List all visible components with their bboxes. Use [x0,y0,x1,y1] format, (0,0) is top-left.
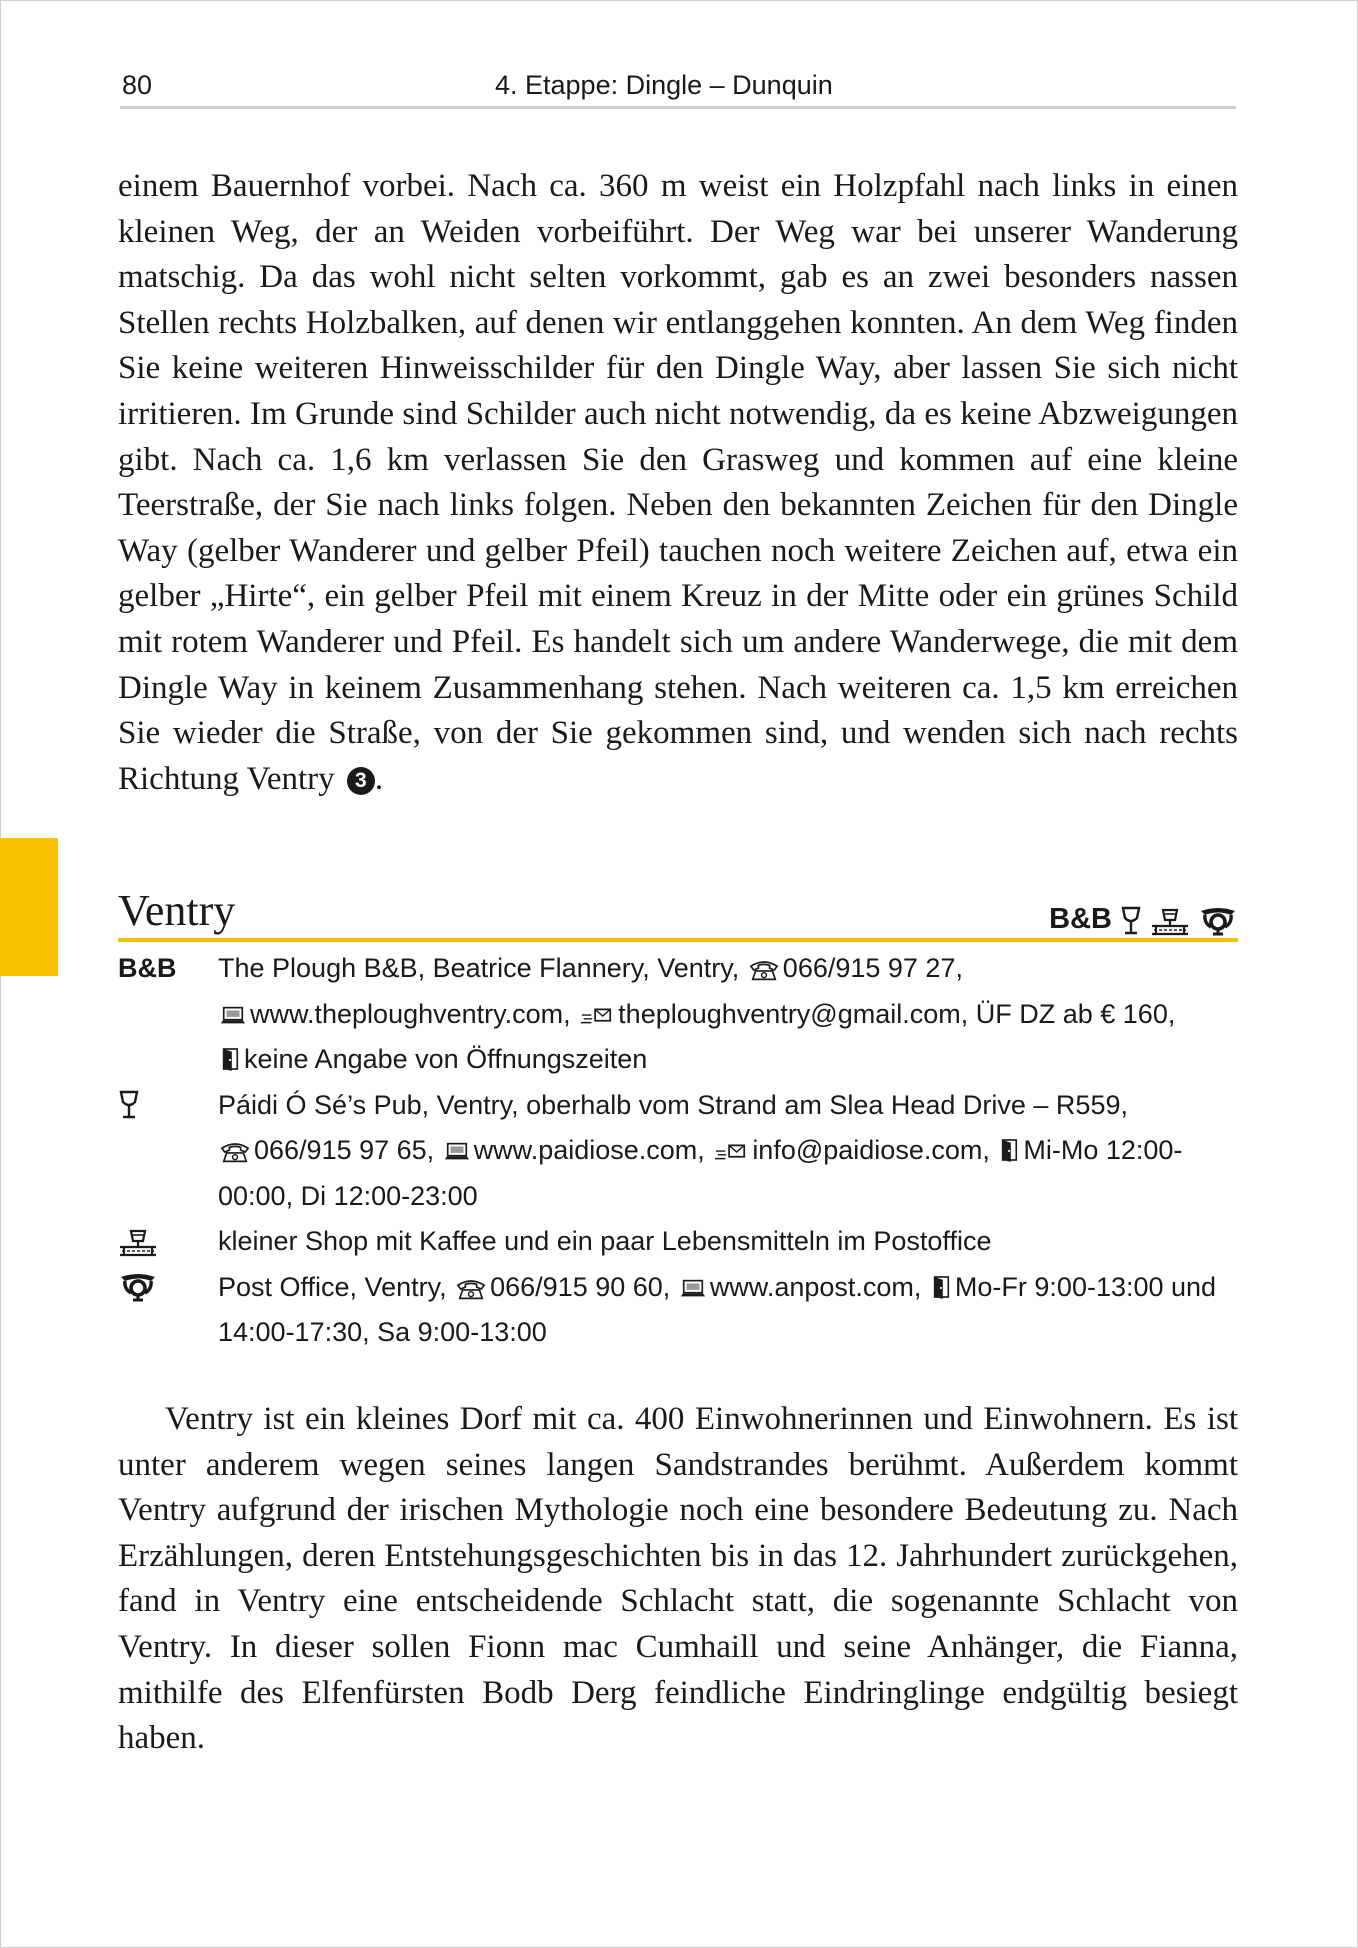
entry-line [218,992,1238,1038]
running-title: 4. Etappe: Dingle – Dunquin [495,70,833,100]
entry-shop [118,1219,1238,1265]
entry-line [218,1174,1238,1220]
entry-text: The Plough B&B, Beatrice Flannery, Ventry, [218,953,740,983]
phone-number: 066/915 97 65, [254,1135,435,1165]
phone-icon [220,1141,250,1163]
paragraph-route-description [118,164,1238,802]
website-link[interactable]: www.paidiose.com, [473,1135,705,1165]
computer-icon [220,1005,246,1027]
email-link[interactable]: theploughventry@gmail.com, ÜF DZ ab € 160, [618,998,1176,1029]
entry-line [218,1083,1238,1129]
opening-hours-cont: 14:00-17:30, Sa 9:00-13:00 [218,1317,547,1347]
post-icon [1198,906,1238,936]
bb-label: B&B [1049,903,1112,935]
entry-text: Post Office, Ventry, [218,1271,447,1302]
entry-line [218,1128,1238,1174]
page-number: 80 [122,70,153,100]
mail-icon [714,1141,748,1163]
entry-key-pub [118,1083,208,1129]
opening-hours: keine Angabe von Öffnungszeiten [244,1044,648,1074]
pub-icon [1120,906,1142,936]
phone-number: 066/915 90 60, [490,1271,671,1302]
page-header [120,66,1236,109]
entry-key-bb: B&B [118,953,177,983]
opening-hours: Mo-Fr 9:00-13:00 und [954,1271,1217,1302]
website-link[interactable]: www.theploughventry.com, [250,998,571,1029]
section-heading [118,884,1238,942]
phone-icon [749,959,779,981]
phone-number: 066/915 97 27, [782,953,963,983]
opening-hours: Mi-Mo 12:00- [1023,1135,1183,1165]
amenity-icons [1049,896,1238,936]
paragraph-end-punct: . [374,760,384,797]
entry-line [218,1219,1238,1265]
waypoint-marker: 3 [347,767,375,795]
shop-icon [118,1227,158,1257]
entry-text: kleiner Shop mit Kaffee und ein paar Lebensmitteln im Postoffice [218,1226,992,1256]
opening-hours-cont: 00:00, Di 12:00-23:00 [218,1180,478,1211]
shop-icon [1150,906,1190,936]
computer-icon [680,1278,706,1300]
phone-icon [456,1278,486,1300]
entry-text: Páidi Ó Sé’s Pub, Ventry, oberhalb vom Strand am Slea Head Drive – R559, [218,1089,1128,1120]
website-link[interactable]: www.anpost.com, [709,1271,922,1302]
entry-line [218,1037,1238,1083]
email-link[interactable]: info@paidiose.com, [752,1135,990,1165]
amenity-list [118,946,1238,1356]
entry-line [218,946,1238,992]
entry-post [118,1265,1238,1356]
chapter-thumb-tab [0,838,58,976]
paragraph-ventry [118,1397,1238,1762]
entry-key-shop [118,1219,208,1265]
pub-icon [118,1090,140,1120]
paragraph-text: einem Bauernhof vorbei. Nach ca. 360 m weist ein Holzpfahl nach links in einen kleinen Weg, der an Weiden vorbeiführt. Der Weg war bei unserer Wanderung matschig. Da das wohl nicht selten vorkommt, gab es an zwei besonders nassen Stellen rechts Holzbalken, auf denen wir entlanggehen konnten. An dem Weg finden Sie keine weiteren Hinweisschilder für den Dingle Way, aber lassen Sie sich nicht irritieren. Im Grunde sind Schilder auch nicht notwendig, da es keine Abzweigungen gibt. Nach ca. 1,6 km verlassen Sie den Grasweg und kommen auf eine kleine Teerstraße, der Sie nach links folgen. Neben den bekannten Zeichen für den Dingle Way (gelber Wanderer und gelber Pfeil) tauchen noch weitere Zeichen auf, etwa ein gelber „Hirte“, ein gelber Pfeil mit einem Kreuz in der Mitte oder ein grünes Schild mit rotem Wanderer und Pfeil. Es handelt sich um andere Wanderwege, die mit dem Dingle Way in keinem Zusammenhang stehen. Nach weiteren ca. 1,5 km erreichen Sie wieder die Straße, von der Sie gekommen sind, und wenden sich nach rechts Richtung Ventry [118,168,1238,797]
entry-key-post [118,1265,208,1311]
mail-icon [580,1005,614,1027]
door-icon [931,1274,951,1300]
entry-pub [118,1083,1238,1220]
section-title: Ventry [118,886,236,935]
entry-bb [118,946,1238,1083]
door-icon [999,1137,1019,1163]
computer-icon [444,1141,470,1163]
post-icon [118,1272,158,1302]
paragraph-text: Ventry ist ein kleines Dorf mit ca. 400 Einwohnerinnen und Einwohnern. Es ist unter anderem wegen seines langen Sandstrandes berühmt. Außerdem kommt Ventry aufgrund der irischen Mythologie noch eine besondere Bedeutung zu. Nach Erzählungen, deren Entstehungsgeschichten bis in das 12. Jahrhundert zurückgehen, fand in Ventry eine entscheidende Schlacht statt, die sogenannte Schlacht von Ventry. In dieser sollen Fionn mac Cumhaill und seine Anhänger, die Fianna, mithilfe des Elfenfürsten Bodb Derg feindliche Eindringlinge endgültig besiegt haben. [118,1401,1238,1757]
entry-line [218,1310,1238,1356]
entry-line [218,1265,1238,1311]
door-icon [220,1046,240,1072]
